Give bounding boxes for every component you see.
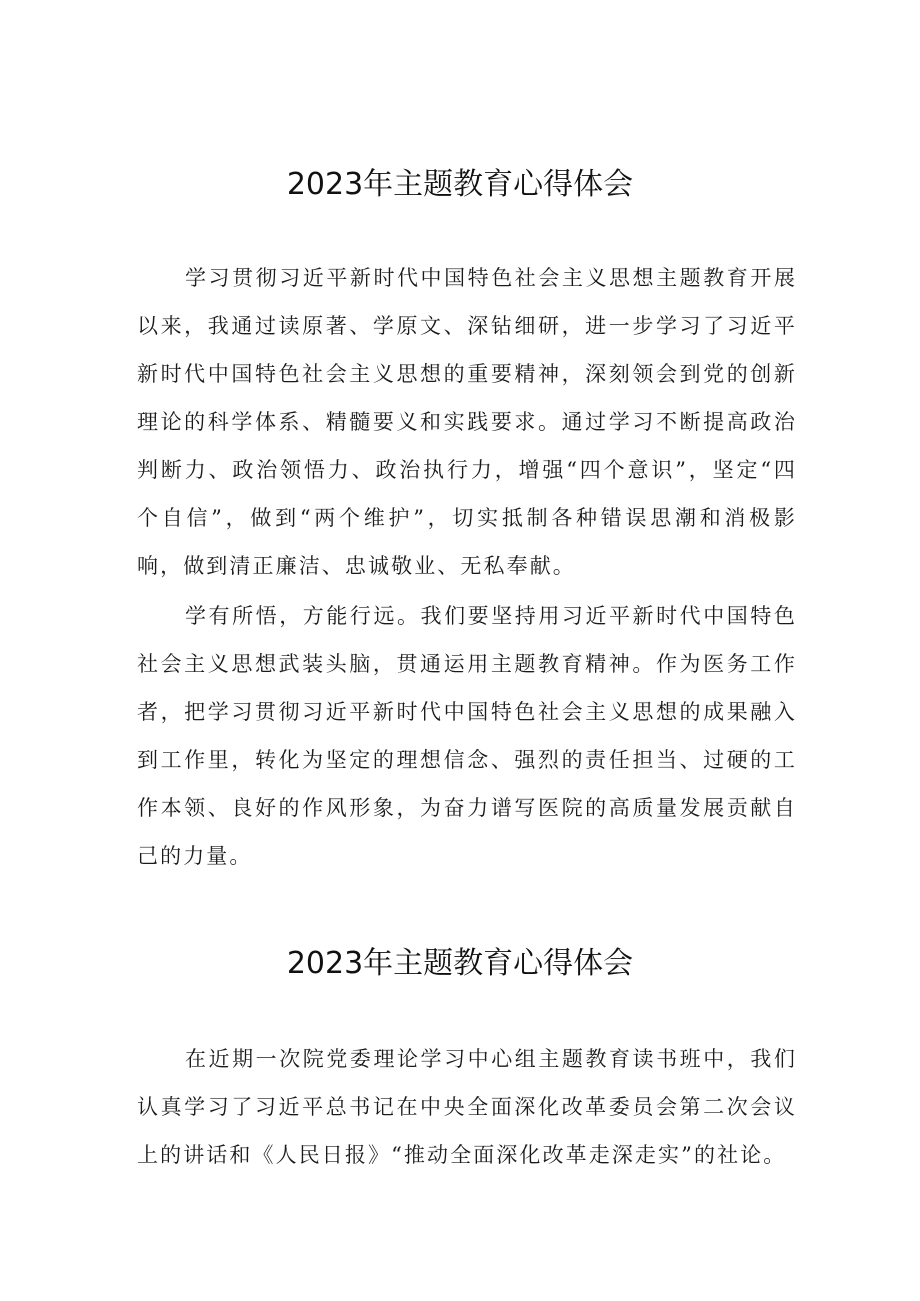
body-paragraph: 学有所悟，方能行远。我们要坚持用习近平新时代中国特色社会主义思想武装头脑，贯通运用主题教育精神。作为医务工作者，把学习贯彻习近平新时代中国特色社会主义思想的成果融入到工作里，转化为坚定的理想信念、强烈的责任担当、过硬的工作本领、良好的作风形象，为奋力谱写医院的高质量发展贡献自己的力量。 bbox=[137, 604, 797, 868]
body-paragraph: 学习贯彻习近平新时代中国特色社会主义思想主题教育开展以来，我通过读原著、学原文、深钻细研，进一步学习了习近平新时代中国特色社会主义思想的重要精神，深刻领会到党的创新理论的科学体系、精髓要义和实践要求。通过学习不断提高政治判断力、政治领悟力、政治执行力，增强“四个意识”，坚定“四个自信”，做到“两个维护”，切实抵制各种错误思潮和消极影响，做到清正廉洁、忠诚敬业、无私奉献。 bbox=[137, 266, 797, 578]
section-title: 2023年主题教育心得体会 bbox=[286, 167, 634, 202]
body-paragraph: 在近期一次院党委理论学习中心组主题教育读书班中，我们认真学习了习近平总书记在中央全面深化改革委员会第二次会议上的讲话和《人民日报》“推动全面深化改革走深走实”的社论。 bbox=[137, 1047, 797, 1167]
section-title: 2023年主题教育心得体会 bbox=[286, 946, 634, 981]
